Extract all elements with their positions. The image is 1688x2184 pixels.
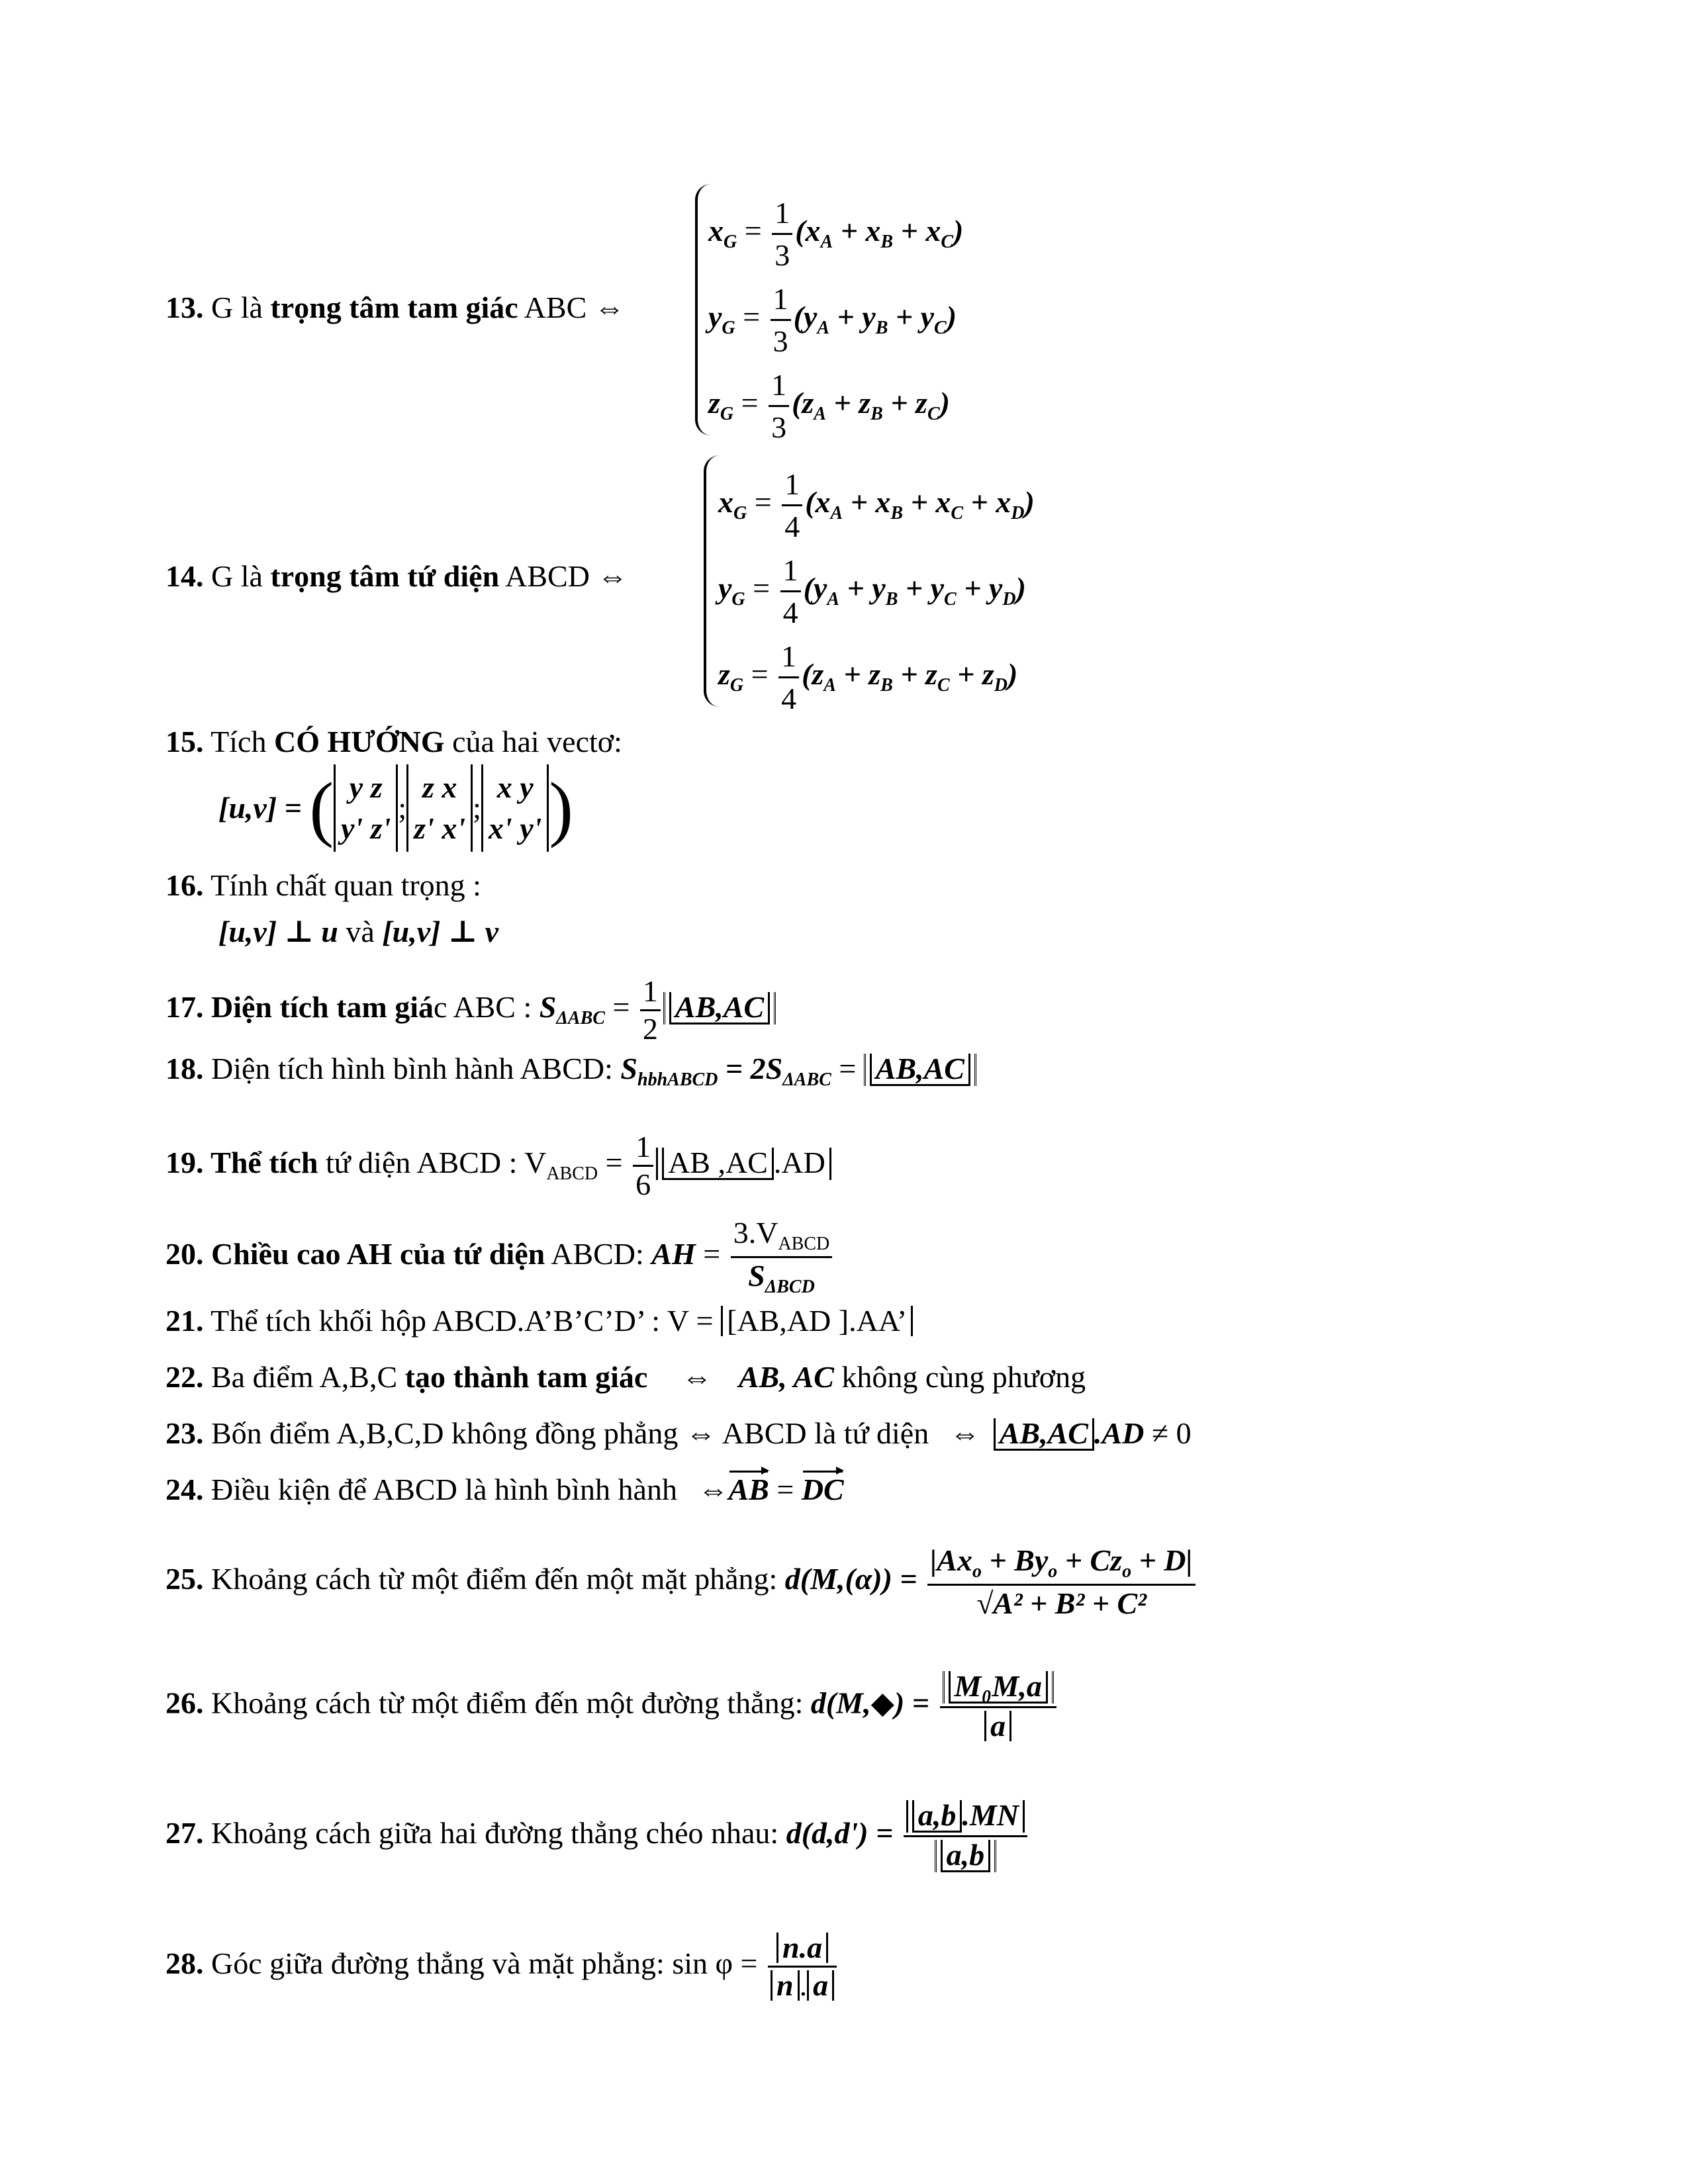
eq-term: + y: [888, 300, 935, 334]
formula-lhs: d(M,(α)) =: [784, 1562, 917, 1596]
formula-lhs: [u,v] =: [218, 791, 302, 825]
item-number: 23.: [165, 1416, 204, 1450]
item-22-label: [165, 1362, 1086, 1392]
eq-14-y: $y_G$ = $\frac{1}{4}$ $(y_A + y_B + y_C + y_D)$: [718, 553, 1026, 629]
item-text: Điều kiện để ABCD là hình bình hành: [203, 1473, 677, 1506]
frac-num: 1: [780, 553, 801, 592]
fraction: [904, 1800, 1027, 1872]
fraction: $\frac{n.a}{n . a}$: [768, 1933, 837, 2001]
item-text: ABC ⇔: [518, 291, 625, 324]
vector-bracket: AB,AC: [870, 1054, 970, 1086]
fraction: [771, 281, 791, 359]
fraction: [769, 367, 789, 445]
determinant-1: [334, 764, 398, 852]
eq-var: z: [708, 386, 720, 420]
formula: [u,v] ⊥ u: [218, 915, 338, 948]
item-bold-text: trọng tâm tứ diện: [270, 559, 500, 593]
item-number: 15.: [165, 725, 204, 758]
eq-sub: A: [827, 589, 840, 610]
conjunction: và: [338, 915, 383, 948]
eq-sub: D: [1011, 503, 1025, 524]
item-bold-text: Thể tích: [203, 1146, 318, 1180]
item-bold-text: CÓ HƯỚNG: [273, 725, 445, 758]
item-number: 28.: [165, 1946, 204, 1981]
eq-term: ): [1015, 571, 1026, 606]
vector-bracket: a,b: [941, 1840, 991, 1872]
eq-term: ): [946, 300, 957, 334]
item-number: 21.: [165, 1304, 204, 1338]
item-28-label: [165, 1933, 839, 2001]
vector-pair: AB,AD: [737, 1304, 831, 1338]
frac-num: 1: [771, 281, 791, 321]
item-number: 25.: [165, 1562, 204, 1596]
item-text: Tính chất quan trọng :: [203, 868, 481, 902]
formula-lhs: S: [620, 1052, 638, 1085]
vectors: AB, AC: [738, 1360, 834, 1394]
separator: ;: [398, 791, 407, 825]
item-number: 14.: [165, 559, 204, 593]
fraction: [940, 1671, 1056, 1741]
eq-term: (z: [792, 386, 814, 420]
equals: =: [769, 1473, 802, 1506]
frac-den: 4: [784, 510, 800, 543]
abs-value: [721, 1306, 913, 1336]
fraction: [778, 639, 799, 716]
item-number: 20.: [165, 1237, 204, 1271]
equals: =: [604, 990, 630, 1024]
equivalence-symbol: ⇔: [949, 1416, 980, 1450]
brace-14: [704, 455, 720, 707]
item-number: 13.: [165, 291, 204, 324]
item-20-label: [165, 1218, 835, 1297]
item-18-label: [165, 1054, 976, 1089]
item-text: Thể tích khối hộp ABCD.A’B’C’D’ :: [203, 1304, 661, 1338]
eq-13-z: $z_G$ = $\frac{1}{3}$ $(z_A + z_B + z_C)$: [708, 368, 950, 444]
item-text: G là: [203, 291, 271, 324]
item-text: ABCD:: [545, 1237, 644, 1271]
item-text: Diện tích hình bình hành ABCD:: [203, 1052, 613, 1085]
fraction: [772, 195, 792, 273]
fraction: $\frac{|Ax_o + By_o + Cz_o + D|}{\text{√A² + B² + C²}}$: [927, 1545, 1195, 1619]
item-26-label: [165, 1671, 1059, 1741]
vector-bracket: a,b: [912, 1800, 962, 1833]
eq-var: x: [718, 485, 733, 520]
eq-term: (z: [802, 657, 824, 692]
item-text: Khoảng cách từ một điểm đến một mặt phẳng:: [203, 1562, 778, 1596]
eq-sub: C: [934, 318, 947, 339]
norm: [864, 1054, 976, 1086]
item-13-label: [165, 293, 625, 323]
eq-sub: B: [890, 503, 904, 524]
item-number: 27.: [165, 1816, 204, 1850]
frac-num: 1: [778, 639, 799, 678]
frac-den: S: [748, 1259, 765, 1293]
eq-term: + z: [892, 657, 937, 692]
item-16-label: [165, 870, 481, 901]
eq-sub: D: [1002, 589, 1016, 610]
item-21-label: [165, 1306, 913, 1336]
equals: =: [598, 1146, 623, 1180]
formula-lhs: V: [524, 1146, 547, 1180]
fraction: [731, 1218, 833, 1297]
equals: =: [831, 1052, 857, 1085]
item-text: Khoảng cách giữa hai đường thẳng chéo nhau:: [203, 1816, 779, 1850]
vector-ab: AB: [728, 1473, 769, 1506]
fraction: [640, 976, 661, 1044]
frac-num: 1: [769, 367, 789, 407]
item-25-label: [165, 1545, 1198, 1619]
dot-product: .MN: [962, 1798, 1019, 1832]
item-text: không cùng phương: [833, 1360, 1086, 1394]
vector-bracket: AB,AC: [994, 1418, 1094, 1451]
formula: [u,v] ⊥ v: [382, 915, 499, 948]
eq-sub: B: [880, 675, 893, 696]
eq-sub: A: [814, 404, 827, 425]
eq-sub: ABCD: [778, 1234, 830, 1254]
eq-13-y: $y_G$ = $\frac{1}{3}$ $(y_A + y_B + y_C)$: [708, 282, 957, 358]
eq-sub: B: [875, 318, 888, 339]
item-text: G là: [203, 559, 271, 593]
item-text: Tích: [203, 725, 274, 758]
item-text: Khoảng cách từ một điểm đến một đường thẳng:: [203, 1686, 804, 1720]
item-text: ABCD ⇔: [499, 559, 628, 593]
separator: ;: [473, 791, 481, 825]
eq-term: ): [1024, 485, 1035, 520]
eq-var: x: [708, 214, 724, 248]
vector-dc: DC: [801, 1473, 844, 1506]
eq-sub: G: [731, 589, 745, 610]
fraction: [780, 553, 801, 630]
eq-sub: A: [817, 318, 830, 339]
frac-den: 3: [773, 324, 788, 358]
frac-num: 1: [782, 467, 802, 506]
item-bold-text: tạo thành tam giác: [404, 1360, 648, 1394]
eq-term: ): [939, 386, 950, 420]
eq-term: ): [1008, 657, 1018, 692]
frac-den: 3: [774, 238, 790, 272]
eq-term: + z: [826, 386, 871, 420]
item-17-label: [165, 976, 776, 1044]
eq-term: + x: [903, 485, 951, 520]
right-paren: ): [549, 768, 574, 849]
eq-sub: ΔBCD: [765, 1277, 815, 1297]
eq-sub: G: [724, 232, 737, 253]
eq-sub: A: [830, 503, 843, 524]
formula-lhs: S: [539, 990, 557, 1024]
item-number: 22.: [165, 1360, 204, 1394]
eq-sub: C: [937, 675, 950, 696]
eq-sub: G: [733, 503, 747, 524]
item-text: Bốn điểm A,B,C,D không đồng phẳng ⇔ ABCD là tứ diện: [203, 1416, 929, 1450]
item-number: 18.: [165, 1052, 204, 1085]
eq-term: + y: [898, 571, 945, 606]
item-23-label: [165, 1418, 1192, 1451]
fraction: [782, 467, 802, 544]
equivalence-symbol: ⇔: [698, 1473, 729, 1506]
frac-num: 1: [633, 1132, 653, 1167]
frac-den: 2: [642, 1012, 658, 1046]
eq-term: + y: [839, 571, 886, 606]
eq-term: ): [953, 214, 964, 248]
eq-13-x: $x_G$ = $\frac{1}{3}$ $(x_A + x_B + x_C)$: [708, 196, 964, 272]
eq-term: + z: [836, 657, 881, 692]
eq-sub: C: [944, 589, 957, 610]
eq-sub: G: [722, 318, 735, 339]
dot-product: ].AA’: [831, 1304, 908, 1338]
det-row: y' z': [341, 811, 391, 846]
item-number: 26.: [165, 1686, 204, 1720]
frac-den: 4: [782, 596, 798, 629]
eq-sub: G: [729, 675, 744, 696]
formula-lhs: d(M,◆) =: [810, 1686, 929, 1720]
eq-term: + x: [843, 485, 891, 520]
vector-bracket: M₀M,a: [949, 1671, 1048, 1704]
perpendicular-property: [218, 917, 498, 947]
eq-term: (x: [795, 214, 821, 248]
item-bold-text: Chiều cao AH của tứ diện: [203, 1237, 545, 1271]
determinant-2: [406, 764, 473, 852]
frac-den: √A² + B² + C²: [976, 1586, 1147, 1620]
item-24-label: [165, 1475, 844, 1505]
left-paren: (: [309, 768, 334, 849]
item-19-label: [165, 1132, 831, 1200]
eq-term: (y: [793, 300, 818, 334]
eq-term: + x: [833, 214, 881, 248]
not-equal-zero: ≠ 0: [1144, 1416, 1192, 1450]
equivalence-symbol: ⇔: [681, 1360, 712, 1394]
eq-var: y: [718, 571, 732, 606]
eq-term: + x: [893, 214, 941, 248]
norm: [663, 992, 776, 1024]
eq-sub: ΔABC: [556, 1008, 605, 1029]
eq-term: + x: [963, 485, 1011, 520]
formula-lhs: sin φ =: [672, 1946, 758, 1981]
eq-var: z: [718, 657, 730, 692]
eq-sub: C: [927, 404, 940, 425]
item-text: tứ diện ABCD :: [318, 1146, 518, 1180]
item-text: Ba điểm A,B,C: [203, 1360, 405, 1394]
eq-14-z: $z_G$ = $\frac{1}{4}$ $(z_A + z_B + z_C + z_D)$: [718, 639, 1018, 715]
frac-num: n.a: [776, 1933, 828, 1963]
eq-sub: B: [880, 232, 894, 253]
eq-var: y: [708, 300, 722, 334]
eq-sub: C: [951, 503, 964, 524]
determinant-3: [481, 764, 549, 852]
det-row: x y: [496, 770, 534, 804]
formula-lhs: AH: [651, 1237, 696, 1271]
formula-mid: = 2S: [718, 1052, 783, 1085]
item-text: c ABC :: [434, 990, 532, 1024]
item-14-label: [165, 561, 628, 592]
equals: =: [688, 1304, 714, 1338]
formula-lhs: d(d,d') =: [786, 1816, 894, 1850]
frac-den: 3: [771, 410, 787, 444]
vector-bracket: AB ,AC: [662, 1148, 774, 1180]
frac-den: 4: [781, 682, 797, 715]
det-row: x' y': [488, 811, 542, 846]
eq-term: + y: [829, 300, 876, 334]
frac-den: a: [807, 1970, 834, 2001]
frac-den: 6: [635, 1167, 651, 1201]
eq-term: + z: [949, 657, 994, 692]
bracket-open: [: [727, 1304, 737, 1338]
item-text: của hai vectơ:: [444, 725, 622, 758]
eq-sub: hbhABCD: [637, 1069, 718, 1090]
eq-sub: G: [720, 404, 734, 425]
det-row: y z: [349, 770, 383, 804]
item-15-label: [165, 727, 622, 757]
item-number: 16.: [165, 868, 204, 902]
frac-num: 1: [640, 976, 661, 1011]
eq-sub: B: [870, 404, 883, 425]
item-number: 24.: [165, 1473, 204, 1506]
frac-num: 1: [772, 195, 792, 235]
cross-product-formula: [218, 764, 573, 852]
det-row: z' x': [414, 811, 466, 846]
frac-den: n: [771, 1970, 800, 2001]
eq-sub: ABCD: [546, 1163, 598, 1185]
abs-value: [656, 1148, 831, 1180]
eq-term: + y: [956, 571, 1003, 606]
item-number: 17.: [165, 990, 204, 1024]
dot-product: .AD: [1094, 1416, 1145, 1450]
eq-sub: ΔABC: [782, 1069, 831, 1090]
eq-sub: D: [994, 675, 1008, 696]
item-bold-text: trọng tâm tam giác: [270, 291, 518, 324]
eq-14-x: $x_G$ = $\frac{1}{4}$ $(x_A + x_B + x_C + x_D)$: [718, 467, 1035, 543]
eq-sub: A: [820, 232, 833, 253]
fraction: [633, 1132, 653, 1200]
item-text: Góc giữa đường thẳng và mặt phẳng:: [203, 1946, 665, 1981]
eq-term: (y: [803, 571, 827, 606]
item-27-label: [165, 1800, 1030, 1872]
item-bold-text: Diện tích tam giá: [203, 990, 434, 1024]
item-number: 19.: [165, 1146, 204, 1180]
det-row: z x: [422, 770, 457, 804]
eq-term: + z: [882, 386, 927, 420]
frac-num: 3.V: [733, 1216, 778, 1250]
vector-bracket: AB,AC: [669, 992, 770, 1024]
eq-sub: B: [885, 589, 898, 610]
dot-product: .AD: [773, 1146, 825, 1180]
equals: =: [695, 1237, 721, 1271]
eq-sub: A: [823, 675, 837, 696]
eq-term: (x: [805, 485, 831, 520]
frac-num: |Ax: [930, 1543, 972, 1577]
frac-den: a: [984, 1711, 1011, 1741]
formula-lhs: V: [667, 1304, 689, 1338]
eq-sub: C: [941, 232, 954, 253]
